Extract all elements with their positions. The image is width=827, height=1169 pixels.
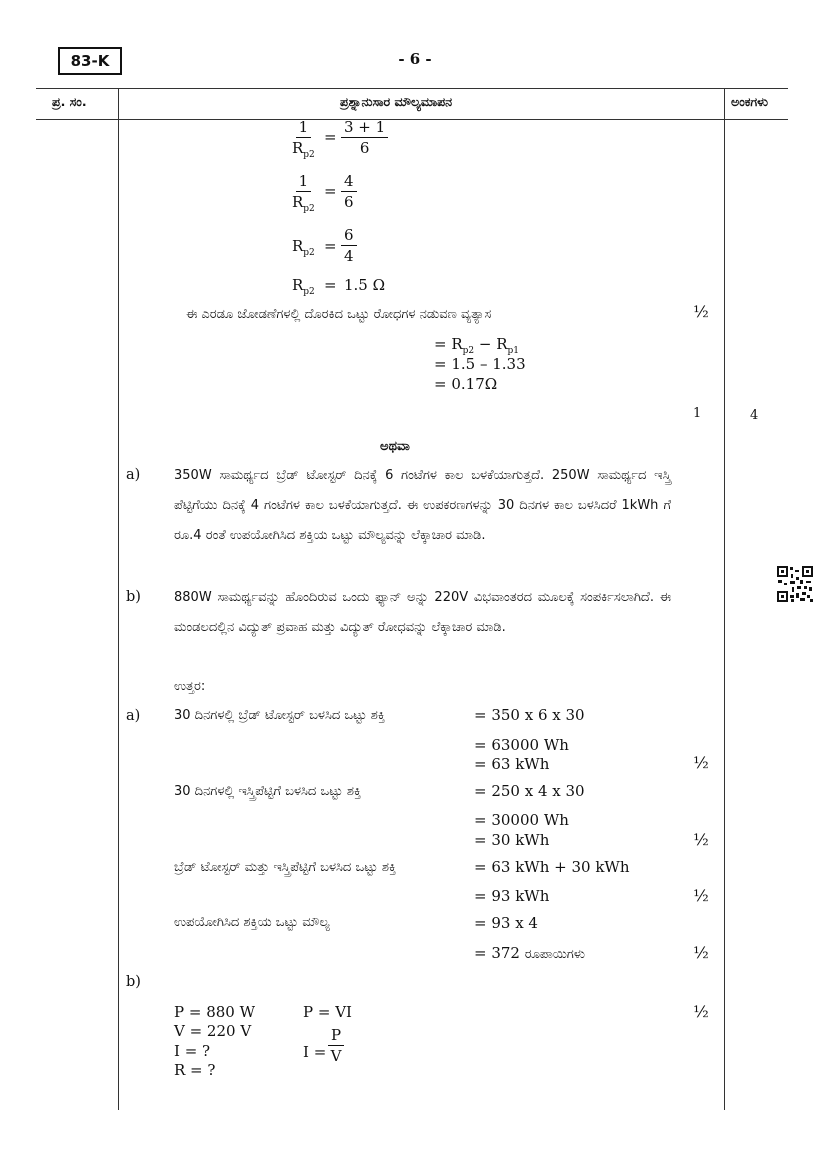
question-b-text: 880W ಸಾಮರ್ಥ್ಯವನ್ನು ಹೊಂದಿರುವ ಒಂದು ಫ್ಯಾನ್ ಅನ್ನು 220V ವಿಭವಾಂತರದ ಮೂಲಕ್ಕೆ ಸಂಪರ್ಕಿಸಲಾಗಿದೆ. ಈ ಮಂಡಲದಲ್ಲಿನ ವಿದ್ಯುತ್ ಪ್ರವಾಹ ಮತ್ತು ವಿದ್ಯುತ್ ರೋಧವನ್ನು ಲೆಕ್ಕಾಚಾರ ಮಾಡಿ. [174,590,671,635]
answer-label: ಉತ್ತರ: [174,679,206,694]
current-formula-fraction: $\frac{P}{V}$ [328,1026,344,1065]
question-b-label: b) [126,589,141,605]
unknown-resistance: R = ? [174,1061,216,1079]
current-formula-lhs: I = [303,1043,327,1061]
iron-energy-text: 30 ದಿನಗಳಲ್ಲಿ ಇಸ್ತ್ರಿಪೆಟ್ಟಿಗೆ ಬಳಸಿದ ಒಟ್ಟು ಶಕ್ತಿ [174,784,362,799]
given-voltage: V = 220 V [174,1022,252,1040]
mark-half: ½ [693,886,709,905]
answer-a-label: a) [126,708,141,724]
column-header-evaluation: ಪ್ರಶ್ನಾನುಸಾರ ಮೌಲ್ಯಮಾಪನ [340,94,453,109]
question-a-text: 350W ಸಾಮರ್ಥ್ಯದ ಬ್ರೆಡ್ ಟೋಸ್ಟರ್ ದಿನಕ್ಕೆ 6 ಗಂಟೆಗಳ ಕಾಲ ಬಳಕೆಯಾಗುತ್ತದೆ. 250W ಸಾಮರ್ಥ್ಯದ ಇಸ್ತ್ರಿ ಪೆಟ್ಟಿಗೆಯು ದಿನಕ್ಕೆ 4 ಗಂಟೆಗಳ ಕಾಲ ಬಳಕೆಯಾಗುತ್ತದೆ. ಈ ಉಪಕರಣಗಳನ್ನು 30 ದಿನಗಳ ಕಾಲ ಬಳಸಿದರೆ 1kWh ಗೆ ರೂ.4 ರಂತೆ ಉಪಯೋಗಿಸಿದ ಶಕ್ತಿಯ ಒಟ್ಟು ಮೌಲ್ಯವನ್ನು ಲೆಕ್ಕಾಚಾರ ಮಾಡಿ. [174,468,671,543]
eq2-lhs-fraction: $\frac{1}{R_{p2}}$ [292,172,315,214]
table-top-border [36,88,788,89]
equals-sign: = [324,237,337,255]
eq1-lhs-fraction: $\frac{1}{R_{p2}}$ [292,118,315,160]
page-number: - 6 - [398,50,432,68]
equals-sign: = [324,128,337,146]
mark-half: ½ [693,753,709,772]
answer-b-label: b) [126,974,141,990]
eq4-lhs: $R_{p2}$ [292,276,315,297]
iron-eq-3: = 30 kWh [474,831,550,849]
difference-line-1: = $R_{p2} - R_{p1}$ [434,335,520,356]
mark-half: ½ [693,943,709,962]
value-eq-2: = 372 ರೂಪಾಯಿಗಳು [474,944,586,962]
difference-line-3: = 0.17Ω [434,375,498,393]
toaster-energy-text: 30 ದಿನಗಳಲ್ಲಿ ಬ್ರೆಡ್ ಟೋಸ್ಟರ್ ಬಳಸಿದ ಒಟ್ಟು ಶಕ್ತಿ [174,708,386,723]
equals-sign: = [324,182,337,200]
toaster-eq-1: = 350 x 6 x 30 [474,706,585,724]
mark-one: 1 [693,406,702,421]
value-eq-1: = 93 x 4 [474,914,538,932]
table-header-divider [36,119,788,120]
given-power: P = 880 W [174,1003,256,1021]
toaster-eq-2: = 63000 Wh [474,736,569,754]
toaster-eq-3: = 63 kWh [474,755,550,773]
mark-half: ½ [693,830,709,849]
column-divider-right [724,88,725,1110]
column-header-qno: ಪ್ರ. ಸಂ. [52,94,87,109]
difference-text: ಈ ಎರಡೂ ಜೋಡಣೆಗಳಲ್ಲಿ ದೊರಕಿದ ಒಟ್ಟು ರೋಧಗಳ ನಡುವಣ ವ್ಯತ್ಯಾಸ [186,307,492,322]
total-energy-text: ಬ್ರೆಡ್ ಟೋಸ್ಟರ್ ಮತ್ತು ಇಸ್ತ್ರಿಪೆಟ್ಟಿಗೆ ಬಳಸಿದ ಒಟ್ಟು ಶಕ್ತಿ [174,860,397,875]
equals-sign: = [324,276,337,294]
iron-eq-2: = 30000 Wh [474,811,569,829]
question-a-label: a) [126,467,141,483]
difference-line-2: = 1.5 – 1.33 [434,355,526,373]
total-eq-1: = 63 kWh + 30 kWh [474,858,630,876]
iron-eq-1: = 250 x 4 x 30 [474,782,585,800]
paper-code: 83-K [58,47,122,75]
energy-value-text: ಉಪಯೋಗಿಸಿದ ಶಕ್ತಿಯ ಒಟ್ಟು ಮೌಲ್ಯ [174,915,330,930]
total-eq-2: = 93 kWh [474,887,550,905]
mark-half: ½ [693,1002,709,1021]
unknown-current: I = ? [174,1042,211,1060]
mark-half: ½ [693,302,709,321]
column-divider-left [118,88,119,1110]
column-header-marks: ಅಂಕಗಳು [731,94,768,109]
eq1-rhs-fraction: $\frac{3 + 1}{6}$ [341,118,388,157]
or-label: ಅಥವಾ [380,439,410,454]
power-formula: P = VI [303,1003,352,1021]
eq3-rhs-fraction: $\frac{6}{4}$ [341,226,357,265]
eq3-lhs: $R_{p2}$ [292,237,315,258]
eq4-rhs: 1.5 Ω [344,276,386,294]
qr-code-icon [776,565,814,603]
eq2-rhs-fraction: $\frac{4}{6}$ [341,172,357,211]
total-marks: 4 [750,408,759,423]
